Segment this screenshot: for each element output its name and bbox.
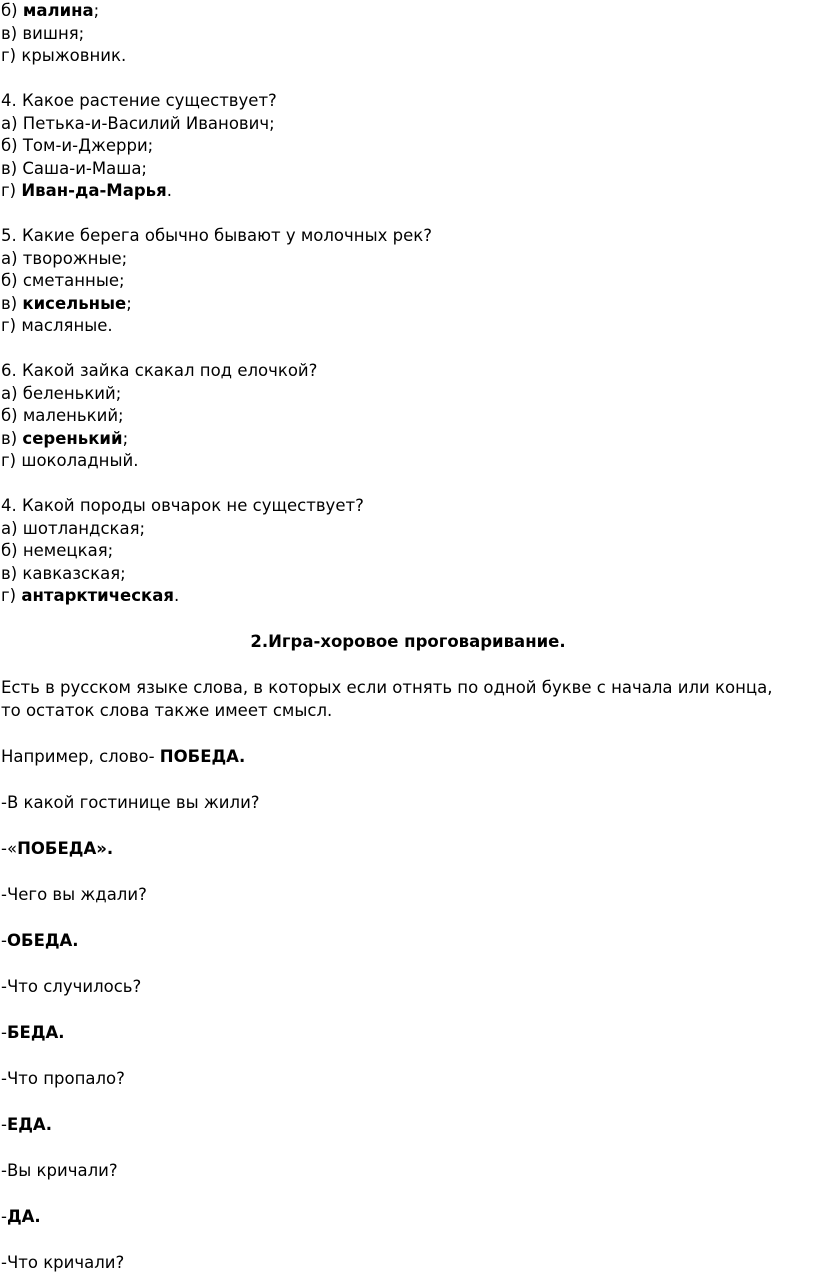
dialogue-answer: -ДА. — [1, 1206, 815, 1229]
intro-paragraph — [1, 677, 815, 722]
answer-option: а) Петька-и-Василий Иванович; — [1, 113, 815, 136]
answer-option: а) беленький; — [1, 383, 815, 406]
question-block — [1, 90, 815, 203]
answer-option: г) крыжовник. — [1, 45, 815, 68]
answer-option: б) малина; — [1, 0, 815, 23]
question-text: 4. Какой породы овчарок не существует? — [1, 495, 815, 518]
answer-option: в) Саша-и-Маша; — [1, 158, 815, 181]
answer-option: а) шотландская; — [1, 518, 815, 541]
answer-option: г) антарктическая. — [1, 585, 815, 608]
dialogue-question: -Вы кричали? — [1, 1160, 815, 1183]
dialogue-question: -Чего вы ждали? — [1, 884, 815, 907]
answer-option: г) Иван-да-Марья. — [1, 180, 815, 203]
question-block — [1, 225, 815, 338]
answer-option: б) немецкая; — [1, 540, 815, 563]
question-3-tail — [1, 0, 815, 68]
question-text: 5. Какие берега обычно бывают у молочных рек? — [1, 225, 815, 248]
document-page — [1, 0, 815, 1274]
question-block — [1, 360, 815, 473]
dialogue-question: -Что кричали? — [1, 1252, 815, 1274]
answer-option: б) Том-и-Джерри; — [1, 135, 815, 158]
answer-option: в) кавказская; — [1, 563, 815, 586]
dialogue — [1, 792, 815, 1274]
dialogue-question: -Что случилось? — [1, 976, 815, 999]
dialogue-question: -Что пропало? — [1, 1068, 815, 1091]
question-block — [1, 495, 815, 608]
answer-option: г) масляные. — [1, 315, 815, 338]
example-line: Например, слово- ПОБЕДА. — [1, 746, 815, 769]
intro-line: то остаток слова также имеет смысл. — [1, 700, 815, 723]
answer-option: в) вишня; — [1, 23, 815, 46]
section-heading: 2.Игра-хоровое проговаривание. — [1, 631, 815, 654]
dialogue-answer: -«ПОБЕДА». — [1, 838, 815, 861]
answer-option: в) кисельные; — [1, 293, 815, 316]
answer-option: г) шоколадный. — [1, 450, 815, 473]
answer-option: б) маленький; — [1, 405, 815, 428]
dialogue-question: -В какой гостинице вы жили? — [1, 792, 815, 815]
dialogue-answer: -ЕДА. — [1, 1114, 815, 1137]
intro-line: Есть в русском языке слова, в которых если отнять по одной букве с начала или конца, — [1, 677, 815, 700]
dialogue-answer: -ОБЕДА. — [1, 930, 815, 953]
answer-option: а) творожные; — [1, 248, 815, 271]
dialogue-answer: -БЕДА. — [1, 1022, 815, 1045]
answer-option: в) серенький; — [1, 428, 815, 451]
question-text: 6. Какой зайка скакал под елочкой? — [1, 360, 815, 383]
answer-option: б) сметанные; — [1, 270, 815, 293]
question-text: 4. Какое растение существует? — [1, 90, 815, 113]
